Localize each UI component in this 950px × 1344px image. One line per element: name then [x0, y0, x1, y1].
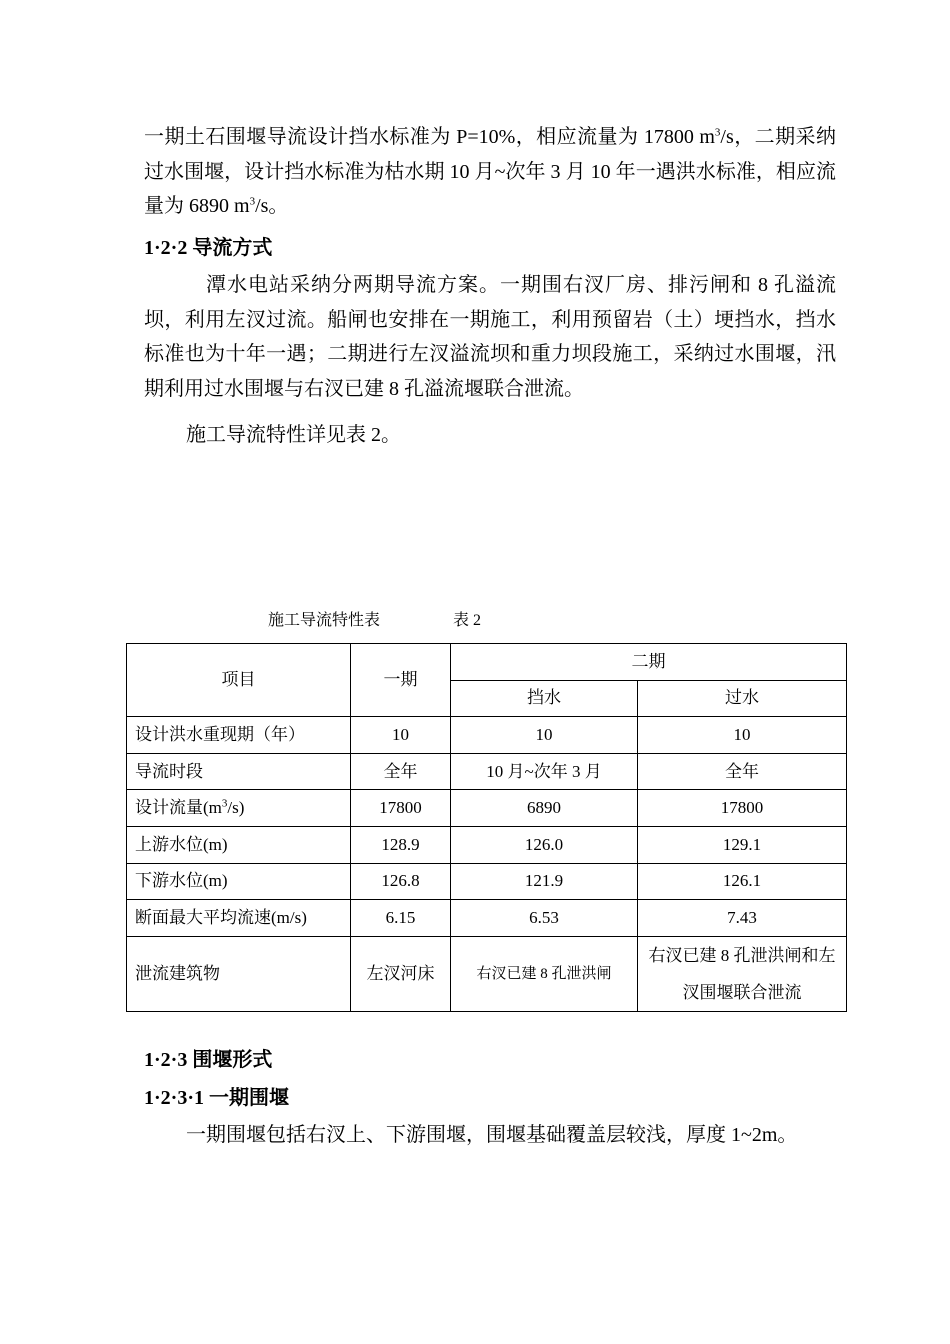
header-phase2: 二期: [451, 644, 847, 681]
table-row: 导流时段 全年 10 月~次年 3 月 全年: [127, 753, 847, 790]
heading-cofferdam-form: 1·2·3 围堰形式: [144, 1049, 273, 1071]
paragraph-diversion-scheme: 潭水电站采纳分两期导流方案。一期围右汊厂房、排污闸和 8 孔溢流坝，利用左汊过流。船闸也安排在一期施工，利用预留岩（土）埂挡水，挡水标准也为十年一遇；二期进行左汊溢流坝和重力坝段施工，采纳过水围堰，汛期利用过水围堰与右汊已建 8 孔溢流堰联合泄流。: [144, 274, 836, 400]
header-overflow: 过水: [638, 680, 847, 717]
paragraph-phase1-cofferdam: 一期围堰包括右汊上、下游围堰，围堰基础覆盖层较浅，厚度 1~2m。: [186, 1124, 798, 1146]
table-row: 断面最大平均流速(m/s) 6.15 6.53 7.43: [127, 900, 847, 937]
table-number: 表 2: [453, 612, 482, 629]
paragraph-table-reference: 施工导流特性详见表 2。: [186, 424, 401, 446]
header-retain: 挡水: [451, 680, 638, 717]
header-item: 项目: [127, 644, 351, 717]
table-row: 上游水位(m) 128.9 126.0 129.1: [127, 826, 847, 863]
header-phase1: 一期: [351, 644, 451, 717]
table-row: 设计洪水重现期（年） 10 10 10: [127, 717, 847, 754]
diversion-characteristics-table: [126, 643, 847, 1012]
table-row: 设计流量$(m^3/s)$ 17800 6890 17800: [127, 790, 847, 827]
heading-diversion-method: 1·2·2 导流方式: [144, 237, 273, 259]
table-row: 下游水位(m) 126.8 121.9 126.1: [127, 863, 847, 900]
heading-phase1-cofferdam: 1·2·3·1 一期围堰: [144, 1087, 290, 1109]
paragraph-standard: 一期土石围堰导流设计挡水标准为 P=10%，相应流量为 17800 $m^3/s$，二期采纳过水围堰，设计挡水标准为枯水期 10 月~次年 3 月 10 年一遇洪水标准，相应流量为 6890 $m^3/s$。: [144, 126, 837, 217]
table-row: 泄流建筑物 左汊河床 右汊已建 8 孔泄洪闸 右汊已建 8 孔泄洪闸和左汊围堰联合泄流: [127, 936, 847, 1011]
table-caption: 施工导流特性表: [268, 612, 381, 629]
